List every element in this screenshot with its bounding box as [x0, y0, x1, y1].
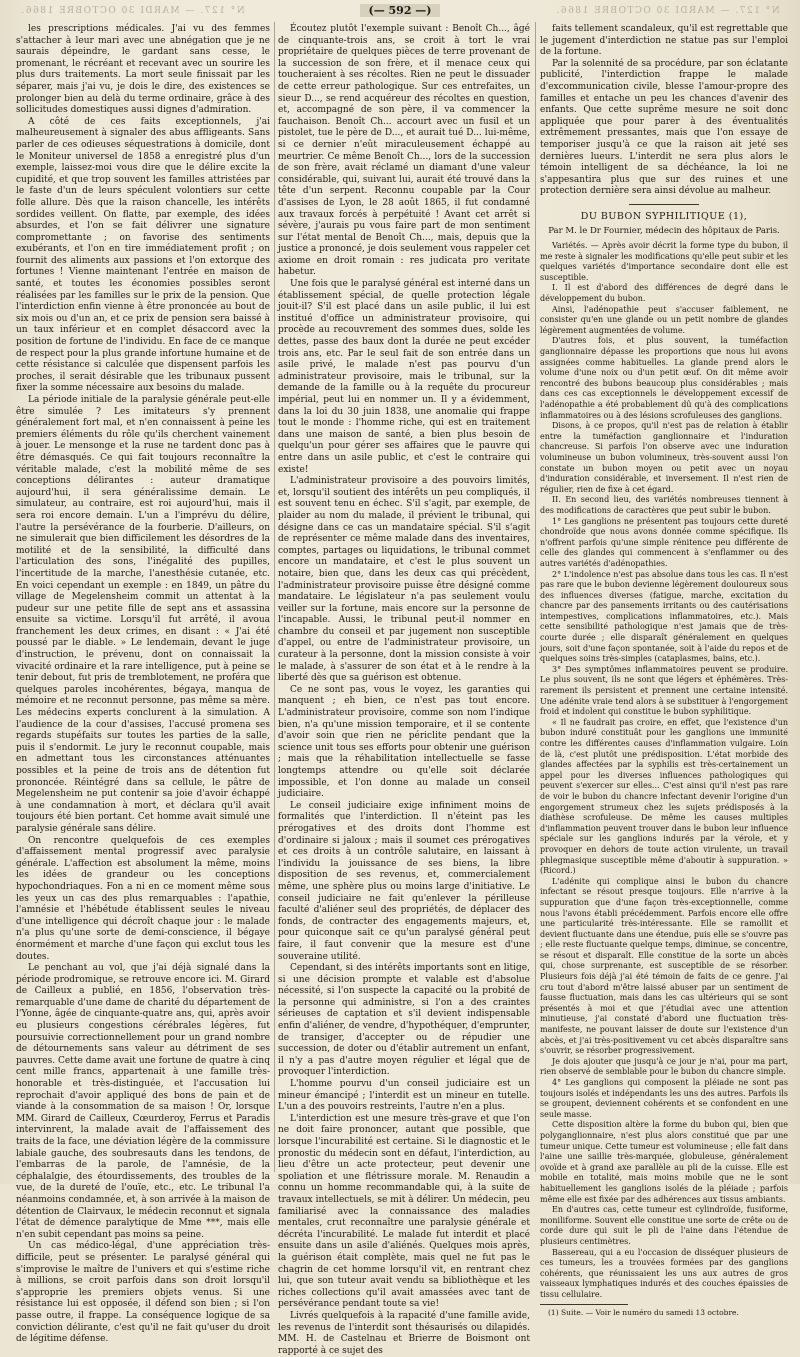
paragraph: A côté de ces faits exceptionnels, j'ai malheureusement à signaler des abus affligeants. Sans parler de ces odieuses séquestrations à domicile, dont le Moniteur universel de 1858 a enregistré plus d'un exemple, laissez-moi vous dire que le délire excite la cupidité, et que trop souvent les familles attristées par le faste d'un de leurs spéculent volontiers sur cette folle allure. Dès que la raison chancelle, les intérêts sordides veillent. On flatte, par exemple, des idées absurdes, et l'on se fait délivrer une signature compromettante ; on favorise des sentiments exubérants, et l'on en tire immédiatement profit ; on fournit des aliments aux passions et l'on extorque des fortunes ! Vienne maintenant l'entrée en maison de santé, et toutes les économies possibles seront réalisées par les familles sur le prix de la pension. Que l'interdiction enfin vienne à être prononcée au bout de six mois ou d'un an, et ce prix de pension sera baissé à un taux inférieur et en complet désaccord avec la position de fortune de l'individu. En face de ce manque de respect pour la plus grande infortune humaine et de cette résistance si calculée que dispensent parfois les proches, il serait désirable que les tribunaux pussent fixer la somme nécessaire aux besoins du malade.	[16, 116, 270, 394]
paragraph: Un cas médico-légal, d'une appréciation très-difficile, peut se présenter. Le paralysé général qui s'improvise le maître de l'univers et qui s'estime riche à millions, se croit parfois dans son droit lorsqu'il s'approprie les premiers objets venus. Si une résistance lui est opposée, il défend son bien ; si l'on passe outre, il frappe. La conséquence logique de sa conviction délirante, c'est qu'il ne fait qu'user du droit de légitime défense.	[16, 1241, 270, 1345]
paragraph: Le conseil judiciaire exige infiniment moins de formalités que l'interdiction. Il n'éteint pas les prérogatives et des droits dont l'homme est d'ordinaire si jaloux ; mais il soumet ces prérogatives et ces droits à un contrôle salutaire, en laissant à l'individu la jouissance de ses biens, la libre disposition de ses revenus, et, commercialement même, une sphère plus ou moins large d'initiative. Le conseil judiciaire ne fait qu'enlever la périlleuse faculté d'aliéner seul des propriétés, de déplacer des fonds, de contracter des engagements majeurs, et, pour quiconque sait ce qu'un paralysé général peut faire, il faut convenir que la mesure est d'une souveraine utilité.	[278, 800, 530, 962]
paragraph: Je dois ajouter que jusqu'à ce jour je n'ai, pour ma part, rien observé de semblable pour le bubon du chancre simple.	[540, 1056, 788, 1077]
section-rule	[629, 204, 699, 205]
paragraph: I. Il est d'abord des différences de degré dans le développement du bubon.	[540, 283, 788, 304]
paragraph: Ce ne sont pas, vous le voyez, les garanties qui manquent ; eh bien, ce n'est pas tout encore. L'administrateur provisoire, comme son nom l'indique bien, n'a qu'une mission temporaire, et il se contente d'avoir soin que rien ne périclite pendant que la science unit tous ses efforts pour obtenir une guérison ; mais que la réhabilitation intellectuelle se fasse longtemps attendre ou qu'elle soit déclarée impossible, et l'on donne au malade un conseil judiciaire.	[278, 684, 530, 800]
paragraph: L'homme pourvu d'un conseil judiciaire est un mineur émancipé ; l'interdit est un mineur en tutelle. L'un a des pouvoirs restreints, l'autre n'en a plus.	[278, 1079, 530, 1113]
paragraph: II. En second lieu, des variétés nombreuses tiennent à des modifications de caractères que peut subir le bubon.	[540, 495, 788, 515]
column-divider	[535, 22, 536, 1172]
paragraph: Bassereau, qui a eu l'occasion de disséquer plusieurs de ces tumeurs, les a trouvées formées par des ganglions cohérents, que réunissaient les uns aux autres de gros vaisseaux lymphatiques indurés et des couches épaissies de tissu cellulaire.	[540, 1247, 788, 1299]
paragraph: L'administrateur provisoire a des pouvoirs limités, et, lorsqu'il soutient des intérêts un peu compliqués, il est souvent tenu en échec. S'il s'agit, par exemple, de plaider au nom du malade, il prévient le tribunal, qui désigne dans ce cas un mandataire spécial. S'il s'agit de représenter ce même malade dans des inventaires, comptes, partages ou liquidations, le tribunal commet encore un mandataire, et c'est le plus souvent un notaire, bien que, dans les deux cas qui précèdent, l'administrateur provisoire puisse être désigné comme mandataire. Le législateur n'a pas seulement voulu veiller sur la fortune, mais encore sur la personne de l'incapable. Aussi, le tribunal peut-il nommer en chambre du conseil et par jugement non susceptible d'appel, ou entre de l'administrateur provisoire, un curateur à la personne, dont la mission consiste à voir le malade, à s'assurer de son état et à le rendre à la liberté dès que sa guérison est obtenue.	[278, 476, 530, 684]
paragraph: « Il ne faudrait pas croire, en effet, que l'existence d'un bubon induré constituât pour les ganglions une immunité contre les différentes causes d'inflammation vulgaire. Loin de là, c'est plutôt une prédisposition. L'état morbide des glandes affectées par la syphilis est très-certainement un appel pour les diverses influences pathologiques qui peuvent s'exercer sur elles... C'est ainsi qu'il n'est pas rare de voir le bubon du chancre infectant devenir l'origine d'un engorgement strumeux chez les sujets prédisposés à la diathèse scrofuleuse. De même les causes multiples d'inflammation peuvent trouver dans le bubon leur influence spéciale sur les ganglions indurés par la vérole, et y provoquer en dehors de toute action virulente, un travail phlegmasique susceptible même d'aboutir à suppuration. » (Ricord.)	[540, 717, 788, 876]
paragraph: L'interdiction est une mesure très-grave et que l'on ne doit faire prononcer, autant que possible, que lorsque l'incurabilité est certaine. Si le diagnostic et le pronostic du médecin sont en défaut, l'interdiction, au lieu d'être un acte protecteur, peut devenir une spoliation et une flétrissure morale. M. Renaudin a connu un homme recommandable qui, à la suite de travaux intellectuels, se mit à délirer. Un médecin, peu familiarisé avec la connaissance des maladies mentales, crut reconnaître une paralysie générale et décréta l'incurabilité. Le malade fut interdit et placé ensuite dans un asile d'aliénés. Quelques mois après, la guérison était complète, mais quel ne fut pas le chagrin de cet homme lorsqu'il vit, en rentrant chez lui, que son tuteur avait vendu sa bibliothèque et les riches collections qu'il avait amassées avec tant de persévérance pendant toute sa vie!	[278, 1113, 530, 1310]
column-middle	[278, 24, 530, 1356]
paragraph: 3° Des symptômes inflammatoires peuvent se produire. Le plus souvent, ils ne sont que légers et éphémères. Très-rarement ils persistent et prennent une certaine intensité. Une adénite vraie tend alors à se substituer à l'engorgement froid et indolent qui constitue le bubon syphilitique.	[540, 664, 788, 717]
paragraph: En d'autres cas, cette tumeur est cylindroïde, fusiforme, moniliforme. Souvent elle constitue une sorte de crête ou de corde dure qui suit le pli de l'aine dans l'étendue de plusieurs centimètres.	[540, 1205, 788, 1246]
page-number: (— 592 —)	[0, 4, 800, 17]
paragraph: 2° L'indolence n'est pas absolue dans tous les cas. Il n'est pas rare que le bubon devienne légèrement douloureux sous des influences diverses (fatigue, marche, excitation du chancre par des pansements irritants ou des cautérisations intempestives, complications inflammatoires, etc.). Mais cette sensibilité pathologique n'est jamais que de très-courte durée ; elle disparaît généralement en quelques jours, soit d'une façon spontanée, soit à l'aide du repos et de quelques soins très-simples (cataplasmes, bains, etc.).	[540, 569, 788, 664]
column-divider	[274, 22, 275, 1172]
column-right	[540, 24, 788, 1318]
article-continuation	[540, 24, 788, 198]
paragraph: Cette disposition altère la forme du bubon qui, bien que polyganglionnaire, n'est plus alors constitué que par une tumeur unique. Cette tumeur est volumineuse ; elle fait dans l'aine une saillie très-marquée, globuleuse, généralement ovoïde et à grand axe parallèle au pli de la cuisse. Elle est mobile en totalité, mais moins mobile que ne le sont habituellement les ganglions isolés de la pléiade ; parfois même elle est fixée par des adhérences aux tissus ambiants.	[540, 1120, 788, 1204]
paragraph: les prescriptions médicales. J'ai vu des femmes s'attacher à leur mari avec une abnégation que je ne saurais dépeindre, le gardant sans cesse, le promenant, le récréant et recevant avec un sourire les plus durs traitements. La mort seule finissait par les séparer, mais j'ai vu, je dois le dire, des existences se prolonger bien au delà du terme ordinaire, grâce à des sollicitudes domestiques aussi dignes d'admiration.	[16, 24, 270, 116]
mirrored-header-left: N° 127. — MARDI 30 OCTOBRE 1866.	[20, 6, 245, 16]
paragraph: 1° Les ganglions ne présentent pas toujours cette dureté chondroïde que nous avons donnée comme spécifique. Ils n'offrent parfois qu'une simple rénitence peu différente de celle des glandes qui commencent à s'enflammer ou des autres variétés d'adénopathies.	[540, 516, 788, 568]
mirrored-header-right: N° 127. — MARDI 30 OCTOBRE 1866.	[555, 6, 780, 16]
footnote: (1) Suite. — Voir le numéro du samedi 13 octobre.	[540, 1304, 628, 1319]
paragraph: Une fois que le paralysé général est interné dans un établissement spécial, de quelle protection légale jouit-il? S'il est placé dans un asile public, il lui est institué d'office un administrateur provisoire, qui procède au recouvrement des sommes dues, solde les dettes, passe des baux dont la durée ne peut excéder trois ans, etc. Par le seul fait de son entrée dans un asile privé, le malade n'est pas pourvu d'un administrateur provisoire, mais le tribunal, sur la demande de la famille ou à la requête du procureur impérial, peut lui en nommer un. Il y a évidemment, dans la loi du 30 juin 1838, une anomalie qui frappe tout le monde : l'homme riche, qui est en traitement dans une maison de santé, a bien plus besoin de quelqu'un pour gérer ses affaires que le pauvre qui entre dans un asile public, et c'est le contraire qui existe!	[278, 279, 530, 475]
paragraph: Écoutez plutôt l'exemple suivant : Benoît Ch..., âgé de cinquante-trois ans, se croit à tort le vrai propriétaire de quelques pièces de terre provenant de la succession de son frère, et il menace ceux qui toucheraient à ses récoltes. Rien ne peut le dissuader de cette erreur pathologique. Sur ces entrefaites, un sieur D..., se rend acquéreur des récoltes en question, et, accompagné de son père, il va commencer la fauchaison. Benoît Ch... accourt avec un fusil et un pistolet, tue le père de D..., et aurait tué D... lui-même, si ce dernier n'eût miraculeusement échappé au meurtrier. Ce même Benoît Ch..., lors de la succession de son frère, avait réclamé un diamant d'une valeur considérable, qui, suivant lui, aurait été trouvé dans la tête d'un serpent. Reconnu coupable par la Cour d'assises de Lyon, le 28 août 1865, il fut condamné aux travaux forcés à perpétuité ! Avant cet arrêt si sévère, j'aurais pu vous faire part de mon sentiment sur l'état mental de Benoît Ch..., mais, depuis que la justice a prononcé, je dois seulement vous rappeler cet axiome en droit romain : res judicata pro veritate habetur.	[278, 24, 530, 278]
article-title: DU BUBON SYPHILITIQUE (1),	[580, 210, 748, 222]
paragraph: L'adénite qui complique ainsi le bubon du chancre infectant se résout presque toujours. Elle n'arrive à la suppuration que d'une façon très-exceptionnelle, comme nous l'avons établi précédemment. Parfois encore elle offre une particularité très-intéressante. Elle se ramollit et devient fluctuante dans une étendue, puis elle se s'ouvre pas ; elle reste fluctuante quelque temps, diminue, se concentre, se résout et disparaît. Elle constitue de la sorte un abcès qui, chose surprenante, est susceptible de se résorber. Plusieurs fois déjà j'ai été témoin de faits de ce genre. J'ai cru tout d'abord m'être laissé abuser par un sentiment de fausse fluctuation, mais dans les cas ultérieurs qui se sont présentés à moi et que j'étudiai avec une attention minutieuse, j'ai constaté d'abord une fluctuation très-manifeste, ne pouvant laisser de doute sur l'existence d'un abcès, et j'ai très-positivement vu cet abcès disparaître sans s'ouvrir, se résorber progressivement.	[540, 876, 788, 1056]
paragraph: Livrés quelquefois à la rapacité d'une famille avide, les revenus de l'interdit sont thésaurisés ou dilapidés. MM. H. de Castelnau et Brierre de Boismont ont rapporté à ce sujet des	[278, 1310, 530, 1356]
paragraph: On rencontre quelquefois de ces exemples d'affaissement mental progressif avec paralysie générale. L'affection est absolument la même, moins les idées de grandeur ou les conceptions hypochondriaques. Fon a ni en ce moment même sous les yeux un cas des plus remarquables : l'apathie, l'amnésie et l'hébétude établissent seules le niveau d'une intelligence qui décroît chaque jour : le malade n'a plus qu'une sorte de demi-conscience, il bégaye énormément et marche d'une façon qui exclut tous les doutes.	[16, 835, 270, 962]
paragraph: D'autres fois, et plus souvent, la tuméfaction ganglionnaire dépasse les proportions que nous lui avons assignées comme habituelles. La glande prend alors le volume d'une noix ou d'un petit œuf. On dit même avoir rencontré des bubons beaucoup plus considérables ; mais dans ces cas exceptionnels le développement excessif de l'adénopathie a été probablement dû qu'à des complications inflammatoires ou à des lésions scrofuleuses des ganglions.	[540, 336, 788, 420]
paragraph: faits tellement scandaleux, qu'il est regrettable que le jugement d'interdiction ne statue pas sur l'emploi de la fortune.	[540, 24, 788, 58]
paragraph: Variétés. — Après avoir décrit la forme type du bubon, il me reste à signaler les modifications qu'elle peut subir et les quelques variétés d'importance secondaire dont elle est susceptible.	[540, 241, 788, 282]
paragraph: 4° Les ganglions qui composent la pléiade ne sont pas toujours isolés et indépendants les uns des autres. Parfois ils se groupent, deviennent cohérents et se confondent en une seule masse.	[540, 1078, 788, 1119]
column-left	[16, 24, 270, 1345]
article-byline: Par M. le Dr Fournier, médecin des hôpitaux de Paris.	[548, 225, 780, 236]
paragraph: Le penchant au vol, que j'ai déjà signalé dans la période prodromique, se retrouve encore ici. M. Girard de Cailleux a publié, en 1856, l'observation très-remarquable d'une dame de charité du département de l'Yonne, âgée de cinquante-quatre ans, qui, après avoir eu plusieurs congestions cérébrales légères, fut poursuivie correctionnellement pour un grand nombre de détournements sans valeur au détriment de ses pauvres. Cette dame avait une fortune de quatre à cinq cent mille francs, appartenait à une famille très-honorable et très-distinguée, et l'accusation lui reprochait d'avoir appliqué des bons de pain et de viande à la consommation de sa maison ! Or, lorsque MM. Girard de Cailleux, Cœurderoy, Ferrus et Paradis intervinrent, la malade avait de l'affaissement des traits de la face, une déviation légère de la commissure labiale gauche, des soubresauts dans les tendons, de l'embarras de la parole, de l'amnésie, de la céphalalgie, des étourdissements, des troubles de la vue, de la dureté de l'ouïe, etc., etc. Le tribunal l'a néanmoins condamnée, et, à son arrivée à la maison de détention de Clairvaux, le médecin reconnut et signala l'état de démence paralytique de Mme ***, mais elle n'en subit cependant pas moins sa peine.	[16, 963, 270, 1240]
paragraph: Par la solennité de sa procédure, par son éclatante publicité, l'interdiction frappe le malade d'excommunication civile, blesse l'amour-propre des familles et entache un peu les chances d'avenir des enfants. Que cette suprême mesure ne soit donc appliquée que pour parer à des éventualités extrêmement pressantes, mais que l'on essaye de temporiser jusqu'à ce que la raison ait jeté ses dernières lueurs. L'interdit ne sera plus alors le témoin intelligent de sa déchéance, la loi ne s'appesantira plus que sur des ruines et une protection dernière sera ainsi dévolue au malheur.	[540, 58, 788, 197]
paragraph: Ainsi, l'adénopathie peut s'accuser faiblement, ne consister qu'en une glande ou un petit nombre de glandes légèrement augmentées de volume.	[540, 304, 788, 335]
paragraph: Disons, à ce propos, qu'il n'est pas de relation à établir entre la tuméfaction ganglionnaire et l'induration chancreuse. Si parfois l'on observe avec une induration volumineuse un bubon volumineux, très-souvent aussi l'on constate un bubon moyen ou petit avec un noyau d'induration considérable, et inversement. Il n'est rien de régulier, rien de fixe à cet égard.	[540, 421, 788, 494]
paragraph: La période initiale de la paralysie générale peut-elle être simulée ? Les imitateurs s'y prennent généralement fort mal, et n'en connaissent à peine les premiers éléments du rôle qu'ils cherchent vainement à jouer. Le mensonge et la ruse ne tardent donc pas à être démasqués. Ce qui fait toujours reconnaître la véritable malade, c'est la mobilité même de ses conceptions délirantes : auteur dramatique aujourd'hui, il sera généralissime demain. Le simulateur, au contraire, est roi aujourd'hui, mais il sera roi encore demain. L'un a l'imprévu du délire, l'autre la persévérance de la fourberie. D'ailleurs, on ne simulerait que bien difficilement les désordres de la motilité et de la sensibilité, la difficulté dans l'articulation des sons, l'inégalité des pupilles, l'incertitude de la marche, l'anesthésie cutanée, etc. En voici cependant un exemple : en 1849, un pâtre du village de Megelensheim commit un attentat à la pudeur sur une petite fille de sept ans et assassina ensuite sa victime. Lorsqu'il fut arrêté, il avoua franchement les deux crimes, en disant : « J'ai été poussé par le diable. » Le lendemain, devant le juge d'instruction, le prévenu, dont on connaissait la vivacité ordinaire et la rare intelligence, put à peine se tenir debout, fut pris de tremblotement, ne proféra que quelques paroles incohérentes, bégaya, manqua de mémoire et ne reconnut personne, pas même sa mère. Les médecins experts conclurent à la simulation. A l'audience de la cour d'assises, l'accusé promena ses regards stupéfaits sur toutes les parties de la salle, puis il s'endormit. Le jury le reconnut coupable, mais en admettant tous les circonstances atténuantes possibles et la peine de trois ans de détention fut prononcée. Réintégré dans sa cellule, le pâtre de Megelensheim ne put contenir sa joie d'avoir échappé à une condamnation à mort, et déclara qu'il avait toujours été bien portant. Cet homme avait simulé une paralysie générale sans délire.	[16, 395, 270, 834]
paragraph: Cependant, si des intérêts importants sont en litige, si une décision prompte et valable est d'absolue nécessité, si l'on suspecte la capacité ou la probité de la personne qui administre, si l'on a des craintes sérieuses de captation et s'il devient indispensable enfin d'aliéner, de vendre, d'hypothéquer, d'emprunter, de transiger, d'accepter ou de répudier une succession, de doter ou d'établir autrement un enfant, il n'y a pas d'autre moyen régulier et légal que de provoquer l'interdiction.	[278, 963, 530, 1078]
